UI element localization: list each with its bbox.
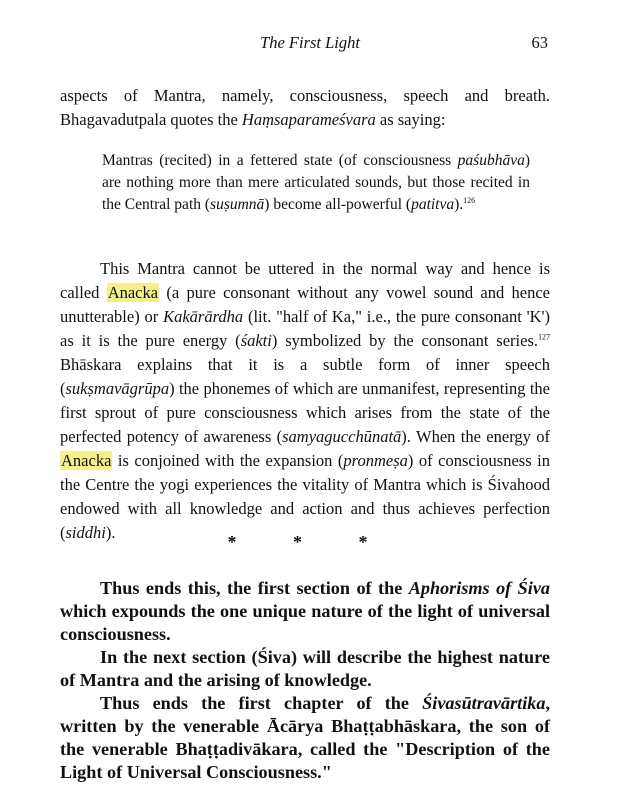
para-text: (a pure consonant without any vowel sound and hence unutterable) or [60, 283, 550, 326]
italic-term: siddhi [65, 523, 106, 542]
intro-paragraph [60, 84, 550, 132]
para-text: This Mantra cannot be uttered in the normal way and hence is called [60, 259, 550, 302]
italic-term: śakti [240, 331, 272, 350]
highlighted-term[interactable]: Anacka [107, 283, 159, 302]
section-separator: * * * [227, 532, 394, 552]
para-text: ) symbolized by the consonant series. [271, 331, 539, 350]
work-title: Śivasūtravārtika [422, 693, 546, 713]
closing-paragraph: In the next section (Śiva) will describe the highest nature of Mantra and the arising of knowledge. [60, 647, 550, 690]
para-text: is conjoined with the expansion ( [112, 451, 344, 470]
quote-text: ) become all-powerful ( [264, 196, 412, 213]
highlighted-term[interactable]: Anacka [61, 451, 112, 470]
italic-term: Kakārārdha [163, 307, 244, 326]
para-text: ) of consciousness in the Centre the yogi experiences the vitality of Mantra which is Śivahood endowed with all knowledge and action and thus achieves perfection ( [60, 451, 550, 542]
work-title: Aphorisms of Śiva [408, 578, 550, 598]
italic-term: pronmeṣa [343, 451, 408, 470]
para-text: ). [105, 523, 116, 542]
page-number: 63 [531, 33, 548, 52]
closing-text: Thus ends this, the first section of the [100, 578, 409, 598]
quote-term: paśubhāva [457, 152, 525, 169]
footnote-ref[interactable]: 126 [463, 195, 476, 205]
footnote-ref[interactable]: 127 [538, 332, 551, 342]
intro-text: aspects of Mantra, namely, consciousness, speech and breath. Bhagavadutpala quotes the [60, 86, 550, 129]
page-header [60, 33, 560, 57]
main-paragraph [60, 257, 550, 545]
closing-paragraph [60, 692, 550, 784]
source-title: Haṃsaparameśvara [241, 110, 376, 129]
italic-term: sukṣmavāgrūpa [65, 379, 170, 398]
quote-term: patitva [411, 196, 455, 213]
closing-paragraph [60, 577, 550, 646]
para-text: ) the phonemes of which are unmanifest, representing the first sprout of pure consciousness which arises from the state of the perfected potency of awareness ( [60, 379, 550, 446]
quote-text: ) are nothing more than mere articulated sounds, but those recited in the Central path ( [102, 152, 530, 213]
closing-text: , written by the venerable Ācārya Bhaṭṭabhāskara, the son of the venerable Bhaṭṭadivākara, called the "Description of the Light of Universal Consciousness." [60, 693, 550, 782]
closing-text: which expounds the one unique nature of the light of universal consciousness. [60, 601, 550, 644]
running-title: The First Light [260, 33, 360, 52]
closing-section [60, 577, 550, 784]
para-text: Bhāskara explains that it is a subtle form of inner speech ( [60, 355, 550, 398]
para-text: ). When the energy of [401, 427, 551, 446]
block-quote [102, 150, 530, 216]
closing-text: Thus ends the first chapter of the [100, 693, 423, 713]
intro-text: as saying: [375, 110, 446, 129]
italic-term: samyagucchūnatā [282, 427, 402, 446]
quote-text: Mantras (recited) in a fettered state (of consciousness [102, 152, 458, 169]
quote-term: suṣumnā [210, 196, 265, 213]
para-text: (lit. "half of Ka," i.e., the pure consonant 'K') as it is the pure energy ( [60, 307, 550, 350]
quote-text: ). [454, 196, 464, 213]
